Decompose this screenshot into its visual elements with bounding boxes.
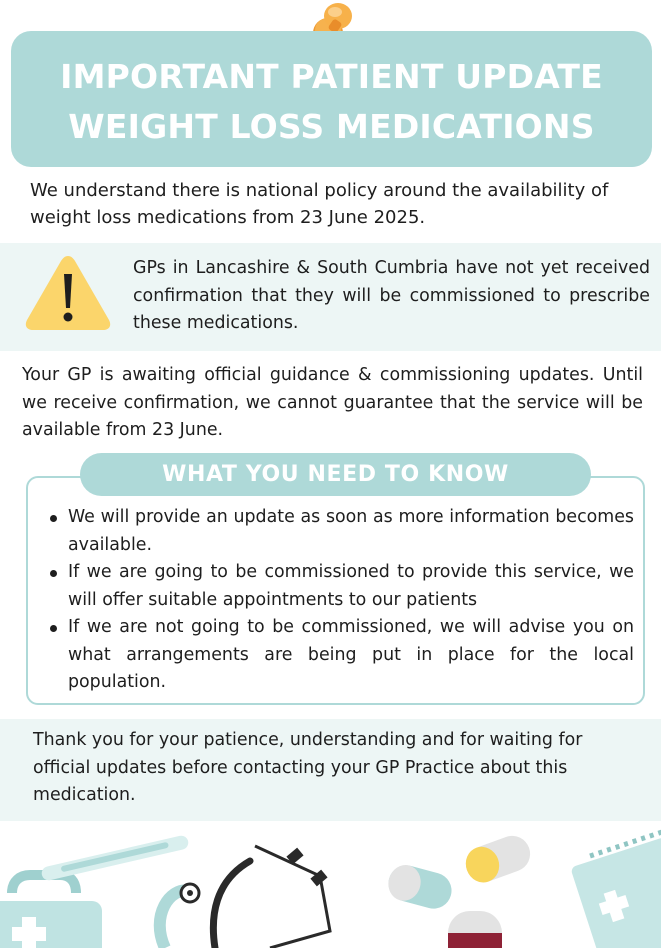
notepad-icon xyxy=(570,831,661,948)
awaiting-paragraph: Your GP is awaiting official guidance & commissioning updates. Until we receive confirmation, we cannot guarantee that the service will be available from 23 June. xyxy=(22,365,643,440)
medical-illustration xyxy=(0,821,661,948)
know-list xyxy=(48,504,634,697)
title-banner xyxy=(11,31,652,167)
warning-text: GPs in Lancashire & South Cumbria have not yet received confirmation that they will be commissioned to prescribe these medications. xyxy=(133,258,650,333)
list-item-text: We will provide an update as soon as more information becomes available. xyxy=(68,507,634,555)
know-heading: WHAT YOU NEED TO KNOW xyxy=(162,462,509,487)
list-item xyxy=(48,614,634,697)
know-heading-pill xyxy=(80,453,591,496)
stethoscope-icon xyxy=(160,846,330,948)
bullet-icon xyxy=(50,515,57,522)
first-aid-kit-icon xyxy=(0,875,102,948)
thermometer-icon xyxy=(40,834,189,881)
thanks-paragraph: Thank you for your patience, understanding and for waiting for official updates before contacting your GP Practice about this medication. xyxy=(33,730,583,805)
warning-triangle-icon xyxy=(24,252,112,332)
bullet-icon xyxy=(50,570,57,577)
list-item xyxy=(48,504,634,559)
list-item-text: If we are not going to be commissioned, we will advise you on what arrangements are being put in place for the local population. xyxy=(68,617,634,692)
list-item xyxy=(48,559,634,614)
bullet-icon xyxy=(50,625,57,632)
title-line-2: WEIGHT LOSS MEDICATIONS xyxy=(68,107,595,146)
title-line-1: IMPORTANT PATIENT UPDATE xyxy=(60,57,603,96)
pill-capsule-icon xyxy=(384,831,535,948)
list-item-text: If we are going to be commissioned to provide this service, we will offer suitable appointments to our patients xyxy=(68,562,634,610)
intro-paragraph: We understand there is national policy around the availability of weight loss medications from 23 June 2025. xyxy=(30,180,609,228)
